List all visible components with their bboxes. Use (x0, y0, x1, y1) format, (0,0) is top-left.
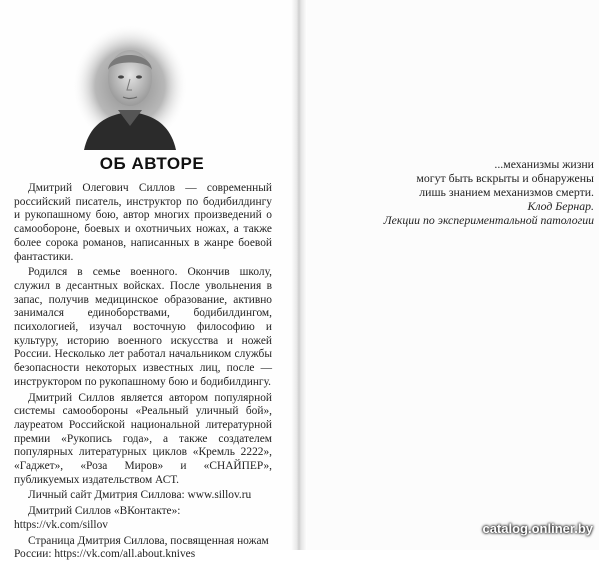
author-photo (70, 22, 190, 150)
book-spine (291, 0, 307, 550)
vk-link-text: Дмитрий Силлов «ВКонтакте»: https://vk.com/sillov (14, 505, 181, 531)
epigraph-line: ...механизмы жизни (494, 157, 594, 171)
page-title: ОБ АВТОРЕ (99, 154, 205, 173)
bio-paragraph: Дмитрий Силлов является автором популярной системы самообороны «Реальный уличный бой», лауреатом Российской национальной литературной премии «Рукопись года», а также создателем популярных литературных циклов «Кремль 2222», «Гаджет», «Роза Миров» и «СНАЙПЕР», публикуемых издательством АСТ. (14, 391, 272, 486)
knives-page-link-text: Страница Дмитрия Силлова, посвященная ножам России: https://vk.com/all.about.knives (14, 534, 269, 561)
author-bio (14, 182, 272, 564)
epigraph-line: лишь знанием механизмов смерти. (419, 185, 594, 199)
bio-paragraph: Дмитрий Олегович Силлов — современный российский писатель, инструктор по бодибилдингу и рукопашному бою, автор многих произведений о самообороне, боевых и охотничьих ножах, а также более сорока романов, написанных в жанре боевой фантастики. (14, 182, 272, 263)
right-page (303, 0, 599, 550)
epigraph-author: Клод Бернар. (527, 199, 594, 213)
website-link-text: Личный сайт Дмитрия Силлова: www.sillov.ru (28, 489, 252, 502)
epigraph-line: могут быть вскрыты и обнаружены (416, 171, 594, 185)
epigraph-source: Лекции по экспериментальной патологии (383, 213, 594, 227)
watermark: catalog.onliner.by (482, 521, 593, 536)
epigraph (346, 157, 594, 227)
bio-paragraph: Родился в семье военного. Окончив школу, служил в десантных войсках. После увольнения в запас, получив медицинское образование, активно занимался единоборствами, бодибилдингом, психологией, изучал восточную философию и культуру, историю военного искусства и ножей России. Несколько лет работал начальником службы безопасности некоторых известных лиц, после — инструктором по рукопашному бою и бодибилдингу. (14, 266, 272, 388)
